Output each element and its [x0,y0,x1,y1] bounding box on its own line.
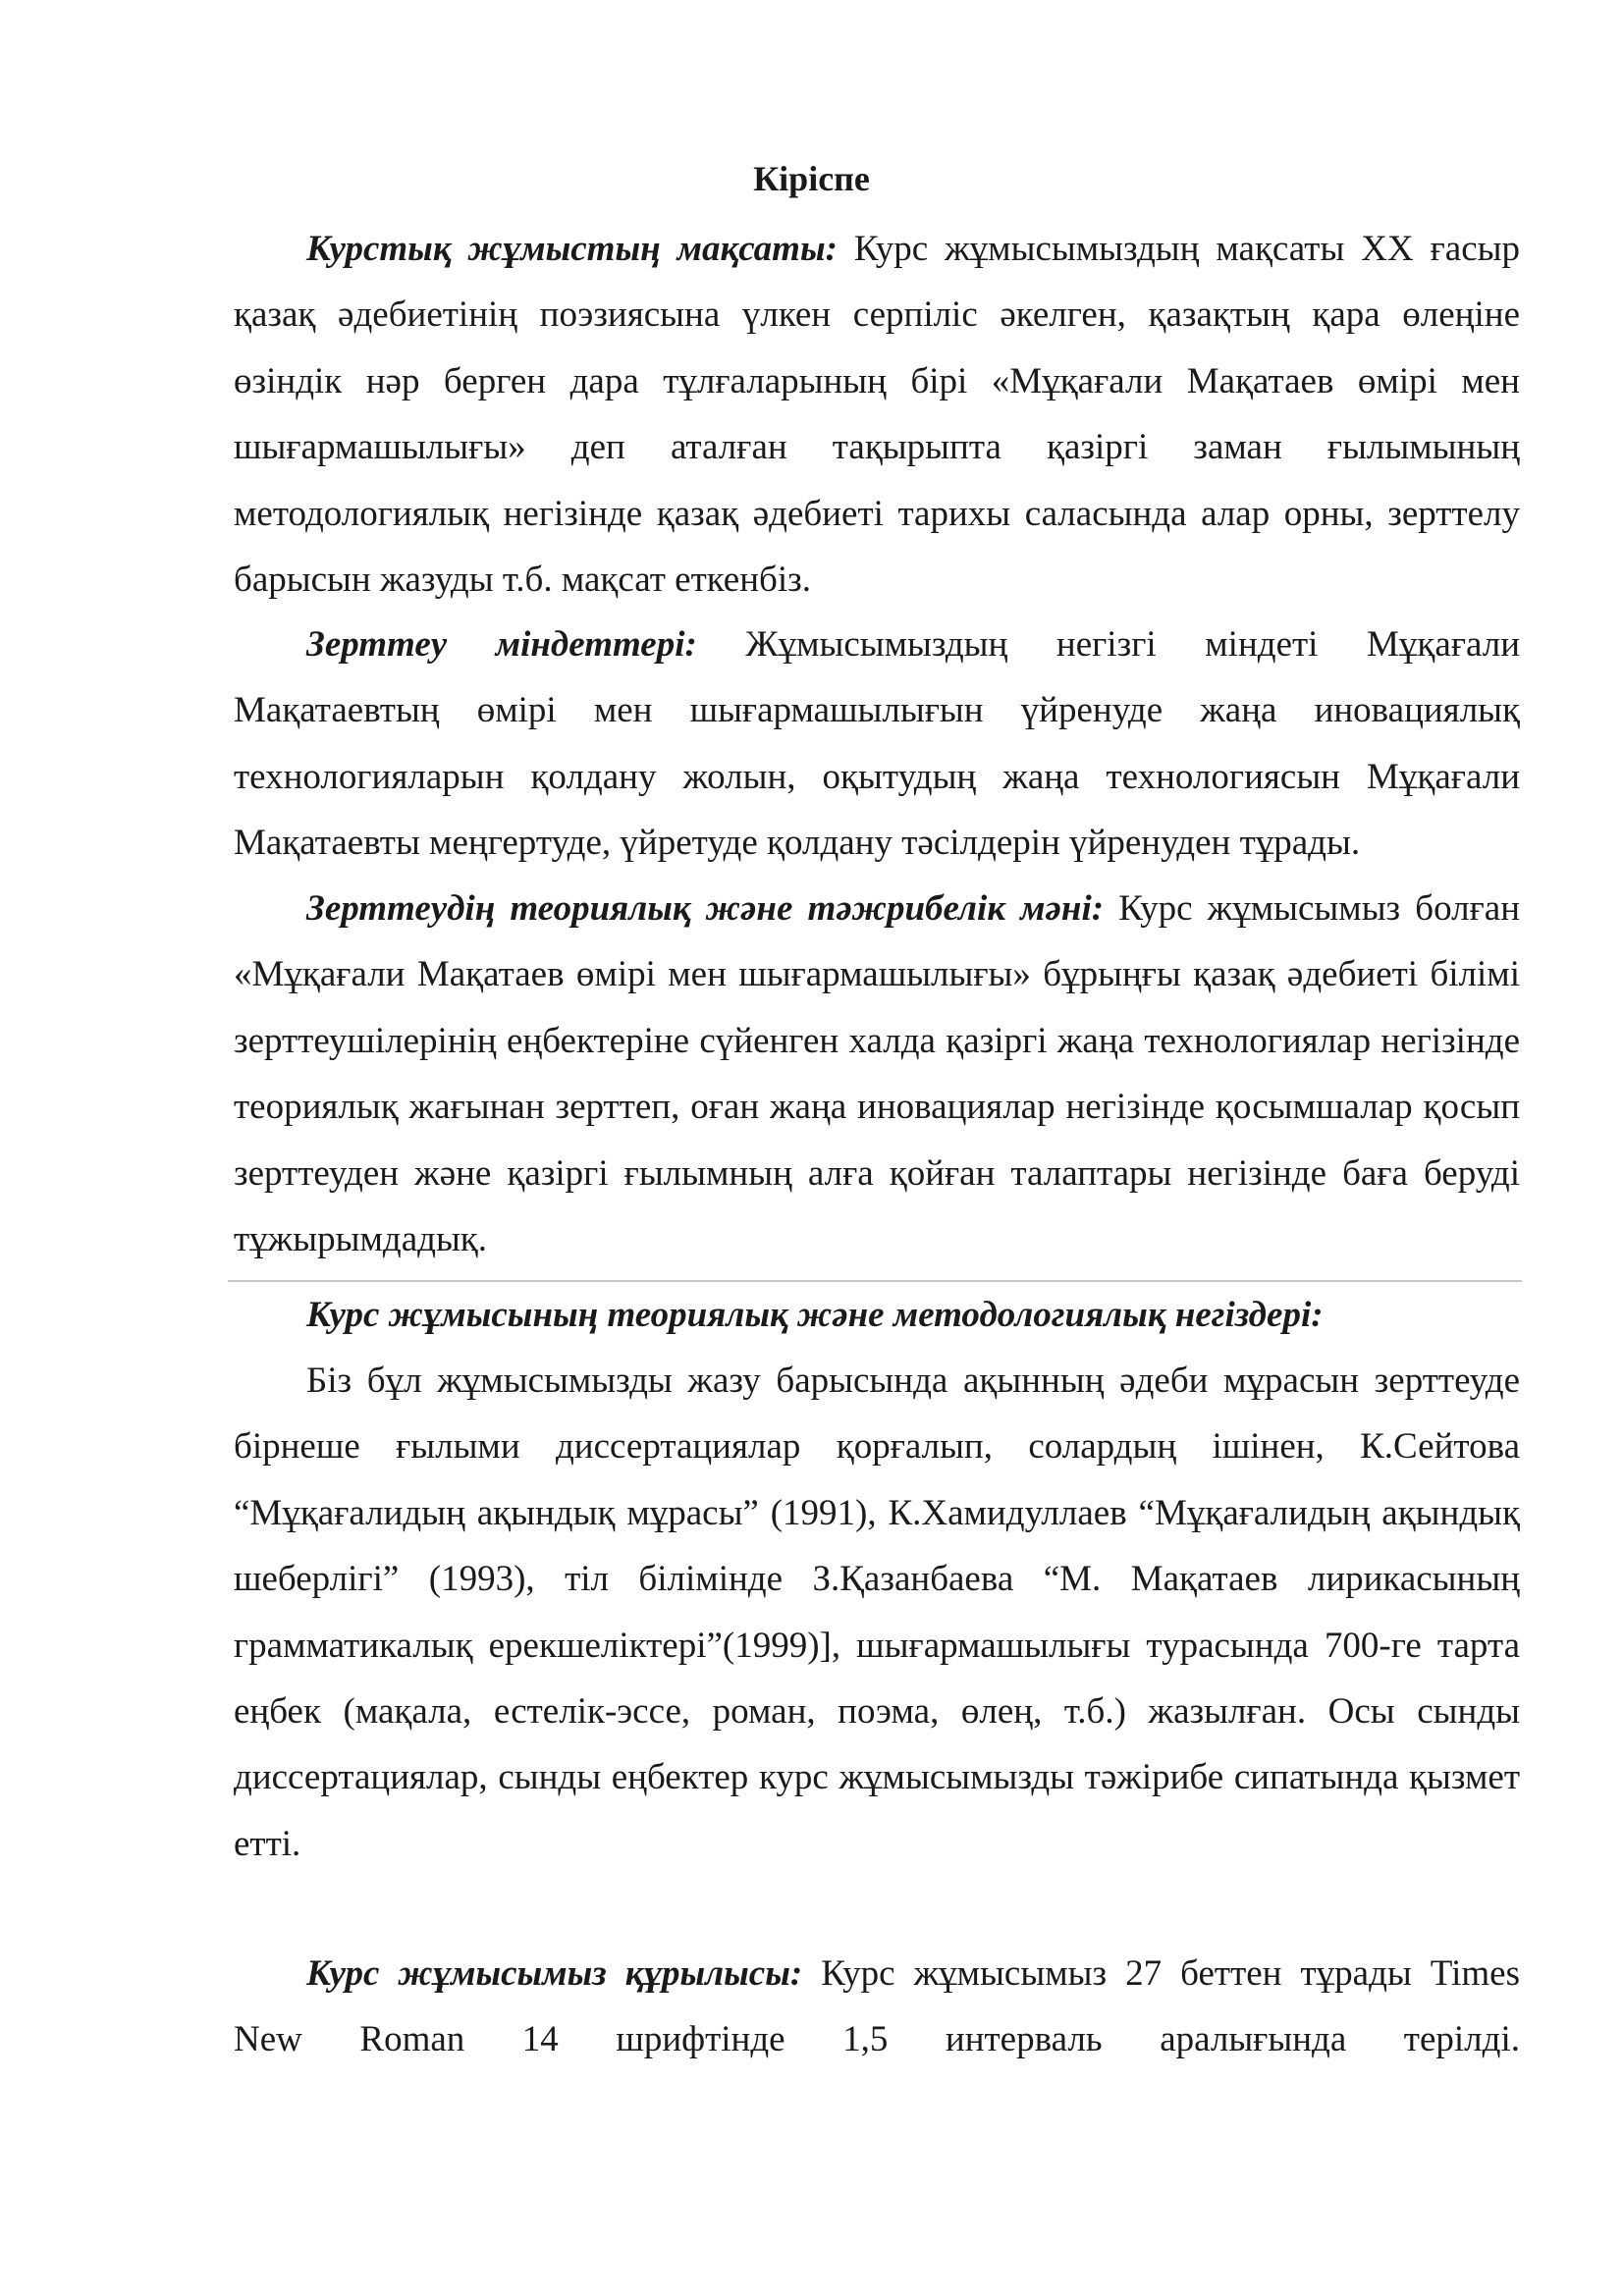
section-foundations-heading: Курс жұмысының теориялық және методологиялық негіздері: [306,1295,1324,1335]
section-significance [234,876,1520,1272]
section-objectives [234,612,1520,877]
section-significance-label: Зерттеудің теориялық және тәжрибелік мәні: [306,888,1105,929]
section-significance-text: Курс жұмысымыз болған «Мұқағали Мақатаев өмірі мен шығармашылығы» бұрыңғы қазақ әдебиеті білімі зерттеушілерінің еңбектеріне сүйенген халда қазіргі жаңа технологиялар негізінде теориялық жағынан зерттеп, оған жаңа иновациялар негізінде қосымшалар қосып зерттеуден және қазіргі ғылымның алға қойған талаптары негізінде баға беруді тұжырымдадық. [234,888,1521,1260]
section-purpose [234,216,1520,613]
section-objectives-text: Жұмысымыздың негізгі міндеті Мұқағали Мақатаевтың өмірі мен шығармашылығын үйренуде жаңа иновациялық технологияларын қолдану жолын, оқытудың жаңа технологиясын Мұқағали Мақатаевты меңгертуде, үйретуде қолдану тәсілдерін үйренуден тұрады. [234,624,1521,864]
section-structure-text: Курс жұмысымыз 27 беттен тұрады Times New Roman 14 шрифтінде 1,5 интерваль аралығында терілді. [234,1953,1520,2060]
section-purpose-text: Курс жұмысымыздың мақсаты ХХ ғасыр қазақ әдебиетінің поэзиясына үлкен серпіліс әкелген, қазақтың қара өлеңіне өзіндік нәр берген дара тұлғаларының бірі «Мұқағали Мақатаев өмірі мен шығармашылығы» деп аталған тақырыпта қазіргі заман ғылымының методологиялық негізінде қазақ әдебиеті тарихы саласында алар орны, зерттелу барысын жазуды т.б. мақсат еткенбіз. [234,229,1520,601]
section-structure-label: Курс жұмысымыз құрылысы: [306,1953,803,1994]
section-purpose-label: Курстық жұмыстың мақсаты: [306,229,838,269]
section-structure [234,1941,1520,2073]
section-objectives-label: Зерттеу міндеттері: [306,624,697,665]
page-title: Кіріспе [753,159,870,198]
section-foundations-body: Біз бұл жұмысымызды жазу барысында ақынның әдеби мұрасын зерттеуде бірнеше ғылыми диссертациялар қорғалып, солардың ішінен, К.Сейтова “Мұқағалидың ақындық мұрасы” (1991), К.Хамидуллаев “Мұқағалидың ақындық шеберлігі” (1993), тіл білімінде З.Қазанбаева “М. Мақатаев лирикасының грамматикалық ерекшеліктері”(1999)], шығармашылығы турасында 700-ге тарта еңбек (мақала, естелік-эссе, роман, поэма, өлең, т.б.) жазылған. Осы сынды диссертациялар, сынды еңбектер курс жұмысымызды тәжірибе сипатында қызмет етті. [234,1361,1520,1864]
